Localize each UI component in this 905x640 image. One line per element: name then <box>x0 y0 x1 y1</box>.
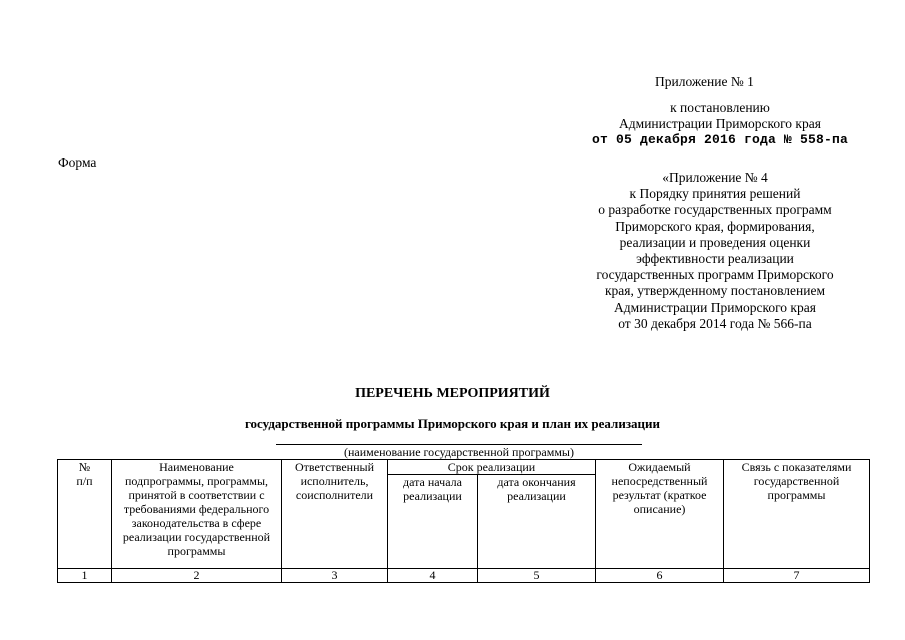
column-number-row <box>58 569 870 583</box>
appendix-1-title: Приложение № 1 <box>655 74 754 89</box>
header-result: Ожидаемый непосредственный результат (краткое описание) <box>596 460 724 569</box>
decree-line: к постановлению <box>670 100 770 115</box>
header-end-date: дата окончания реализации <box>478 475 596 569</box>
page-title: ПЕРЕЧЕНЬ МЕРОПРИЯТИЙ <box>355 386 550 401</box>
appendix-4-line: от 30 декабря 2014 года № 566-па <box>618 315 812 331</box>
header-link: Связь с показателями государственной программы <box>724 460 870 569</box>
column-number: 3 <box>282 569 388 583</box>
decree-reference <box>580 100 860 148</box>
header-term: Срок реализации <box>388 460 596 475</box>
appendix-4-line: эффективности реализации <box>636 251 794 267</box>
column-number: 2 <box>112 569 282 583</box>
column-number: 7 <box>724 569 870 583</box>
page-subtitle: государственной программы Приморского края и план их реализации <box>244 416 661 431</box>
header-num: № п/п <box>58 460 112 569</box>
column-number: 1 <box>58 569 112 583</box>
appendix-4-line: Приморского края, формирования, <box>615 218 815 234</box>
appendix-4-line: государственных программ Приморского <box>596 267 834 283</box>
header-name: Наименование подпрограммы, программы, принятой в соответствии с требованиями федерального законодательства в сфере реализации государственной программы <box>112 460 282 569</box>
header-executor: Ответственный исполнитель, соисполнители <box>282 460 388 569</box>
decree-date-stamp: от 05 декабря 2016 года № 558-па <box>591 132 849 147</box>
column-number: 6 <box>596 569 724 583</box>
appendix-4-line: Администрации Приморского края <box>614 299 816 315</box>
program-name-caption: (наименование государственной программы) <box>344 445 574 459</box>
appendix-4-line: «Приложение № 4 <box>662 170 768 185</box>
header-start-date: дата начала реализации <box>388 475 478 569</box>
appendix-4-line: реализации и проведения оценки <box>619 234 811 250</box>
appendix-4-block <box>560 170 870 332</box>
appendix-4-line: о разработке государственных программ <box>598 202 832 218</box>
decree-line: Администрации Приморского края <box>619 116 821 131</box>
appendix-4-line: края, утвержденному постановлением <box>605 283 825 299</box>
activities-table <box>57 459 870 583</box>
column-number: 4 <box>388 569 478 583</box>
form-label: Форма <box>58 155 97 170</box>
column-number: 5 <box>478 569 596 583</box>
appendix-4-line: к Порядку принятия решений <box>629 186 801 202</box>
